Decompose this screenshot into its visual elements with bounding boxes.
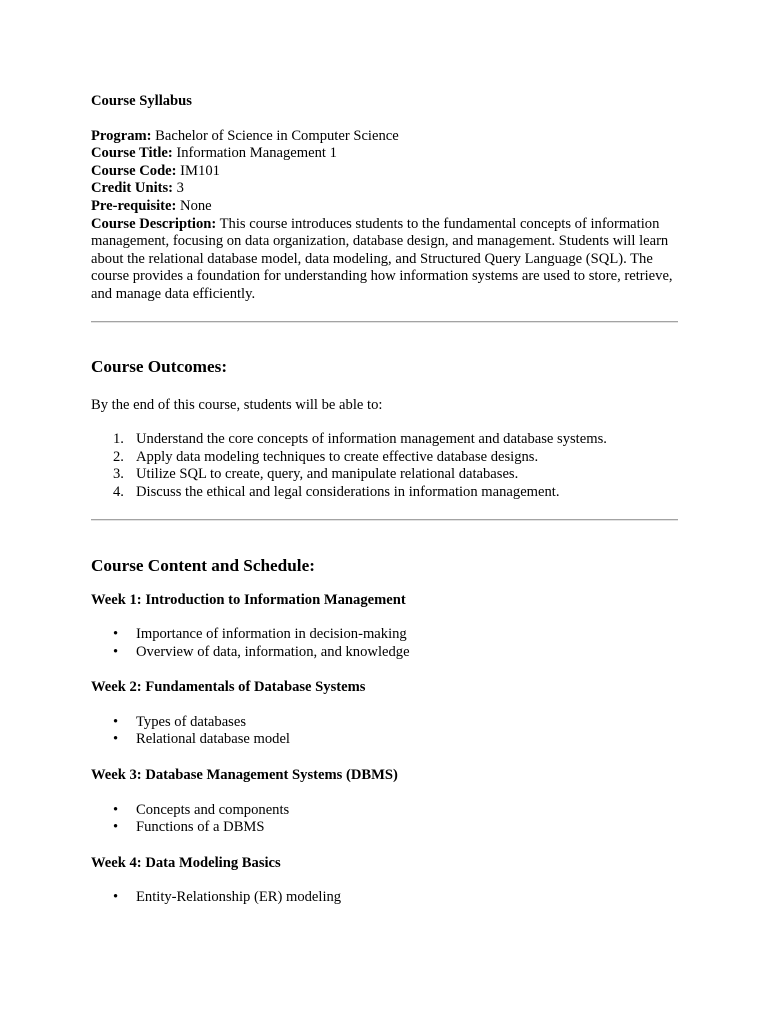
week-heading: Week 1: Introduction to Information Management [91, 591, 406, 608]
list-item [91, 449, 678, 467]
list-item [91, 731, 678, 749]
meta-value: Bachelor of Science in Computer Science [151, 127, 399, 144]
week-topics [91, 889, 678, 907]
meta-course-description [91, 216, 678, 304]
meta-label: Pre-requisite: [91, 197, 177, 214]
bullet-icon: • [113, 819, 119, 836]
course-meta [91, 128, 678, 304]
list-item-text: Overview of data, information, and knowledge [136, 643, 410, 660]
list-number: 2. [113, 448, 124, 465]
meta-course-title [91, 145, 678, 163]
list-item-text: Types of databases [136, 713, 247, 730]
list-item-text: Relational database model [136, 731, 290, 748]
week-heading: Week 4: Data Modeling Basics [91, 854, 281, 871]
meta-label: Program: [91, 127, 152, 144]
bullet-icon: • [113, 889, 119, 906]
list-number: 3. [113, 466, 124, 483]
bullet-icon: • [113, 713, 119, 730]
outcomes-intro: By the end of this course, students will be able to: [91, 396, 383, 413]
list-item-text: Utilize SQL to create, query, and manipulate relational databases. [136, 466, 519, 483]
meta-label: Course Description: [91, 215, 217, 232]
content-heading: Course Content and Schedule: [91, 555, 315, 575]
list-item-text: Entity-Relationship (ER) modeling [136, 889, 342, 906]
document-title: Course Syllabus [91, 93, 192, 109]
list-item-text: Discuss the ethical and legal considerations in information management. [136, 483, 560, 500]
meta-value: This course introduces students to the fundamental concepts of information management, focusing on data organization, database design, and management. Students will learn about the relational database model, data modeling, and Structured Query Language (SQL). The course provides a foundation for understanding how information systems are used to store, retrieve, and manage data efficiently. [91, 215, 673, 302]
list-item [91, 802, 678, 820]
meta-value: None [176, 197, 212, 214]
meta-value: 3 [173, 180, 184, 197]
bullet-icon: • [113, 801, 119, 818]
meta-course-code [91, 163, 678, 181]
list-item [91, 431, 678, 449]
divider [91, 321, 678, 323]
list-item-text: Concepts and components [136, 801, 290, 818]
list-item [91, 484, 678, 502]
bullet-icon: • [113, 731, 119, 748]
meta-label: Course Title: [91, 145, 173, 162]
meta-value: Information Management 1 [172, 145, 337, 162]
week-topics [91, 802, 678, 837]
list-item [91, 626, 678, 644]
list-number: 1. [113, 431, 124, 448]
meta-value: IM101 [176, 162, 220, 179]
bullet-icon: • [113, 626, 119, 643]
list-item [91, 714, 678, 732]
week-topics [91, 626, 678, 661]
list-item-text: Understand the core concepts of information management and database systems. [136, 431, 607, 448]
meta-label: Credit Units: [91, 180, 174, 197]
list-item [91, 819, 678, 837]
list-item-text: Importance of information in decision-making [136, 626, 407, 643]
list-number: 4. [113, 483, 124, 500]
syllabus-page [91, 93, 678, 907]
list-item-text: Functions of a DBMS [136, 819, 265, 836]
week-topics [91, 714, 678, 749]
week-heading: Week 2: Fundamentals of Database Systems [91, 679, 366, 696]
bullet-icon: • [113, 643, 119, 660]
meta-credit-units [91, 180, 678, 198]
week-heading: Week 3: Database Management Systems (DBMS) [91, 767, 398, 784]
meta-prerequisite [91, 198, 678, 216]
meta-label: Course Code: [91, 162, 177, 179]
outcomes-list [91, 431, 678, 501]
list-item [91, 466, 678, 484]
list-item [91, 889, 678, 907]
list-item-text: Apply data modeling techniques to create effective database designs. [136, 448, 539, 465]
meta-program [91, 128, 678, 146]
list-item [91, 644, 678, 662]
divider [91, 519, 678, 521]
outcomes-heading: Course Outcomes: [91, 356, 228, 376]
